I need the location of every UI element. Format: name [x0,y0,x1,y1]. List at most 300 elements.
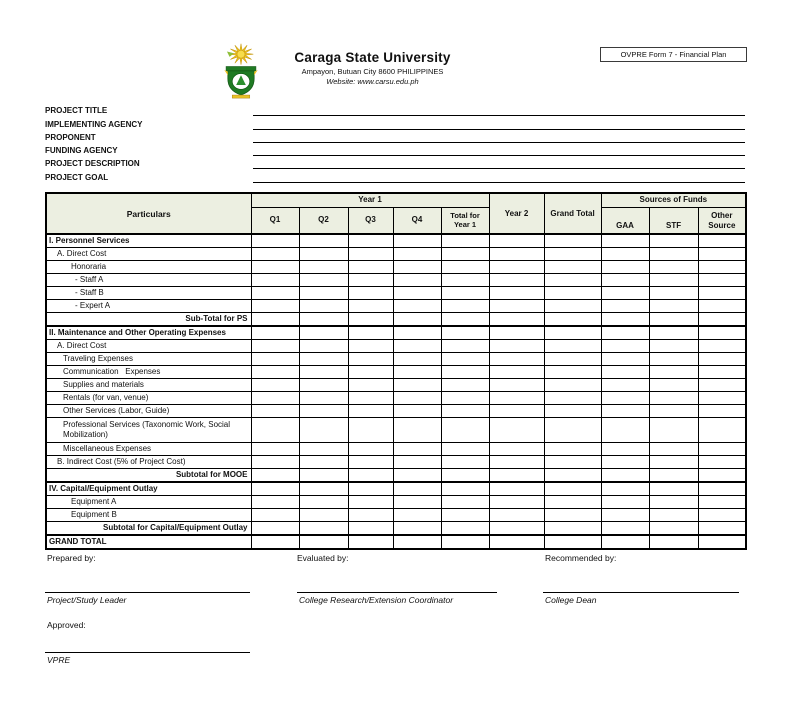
amount-cell [489,391,544,404]
amount-cell [698,299,746,312]
amount-cell [601,339,649,352]
amount-cell [251,365,299,378]
row-label: I. Personnel Services [46,234,251,247]
amount-cell [489,508,544,521]
amount-cell [544,273,601,286]
amount-cell [698,391,746,404]
prepared-signature-line [45,592,250,593]
amount-cell [348,326,393,339]
amount-cell [649,299,698,312]
amount-cell [393,326,441,339]
table-row [46,286,746,299]
amount-cell [649,234,698,247]
field-label: IMPLEMENTING AGENCY [45,119,143,129]
amount-cell [299,312,348,326]
amount-cell [649,273,698,286]
amount-cell [393,468,441,482]
amount-cell [601,260,649,273]
amount-cell [348,234,393,247]
form-code-box: OVPRE Form 7 - Financial Plan [600,47,747,62]
amount-cell [348,365,393,378]
amount-cell [441,286,489,299]
field-label: PROJECT TITLE [45,106,108,116]
row-label: II. Maintenance and Other Operating Expenses [46,326,251,339]
amount-cell [649,521,698,535]
amount-cell [348,339,393,352]
amount-cell [601,535,649,549]
amount-cell [348,378,393,391]
table-row [46,508,746,521]
amount-cell [698,442,746,455]
table-row [46,339,746,352]
row-label: B. Indirect Cost (5% of Project Cost) [46,455,251,468]
amount-cell [251,247,299,260]
amount-cell [251,378,299,391]
amount-cell [489,234,544,247]
amount-cell [601,352,649,365]
amount-cell [299,508,348,521]
amount-cell [601,365,649,378]
table-row [46,417,746,442]
amount-cell [393,404,441,417]
amount-cell [441,273,489,286]
amount-cell [489,352,544,365]
amount-cell [601,326,649,339]
table-row [46,273,746,286]
university-name: Caraga State University [294,50,451,65]
amount-cell [649,508,698,521]
amount-cell [251,482,299,495]
evaluated-signature-line [297,592,497,593]
table-row [46,521,746,535]
amount-cell [348,535,393,549]
amount-cell [348,391,393,404]
amount-cell [299,468,348,482]
amount-cell [441,468,489,482]
amount-cell [441,326,489,339]
amount-cell [489,312,544,326]
amount-cell [251,312,299,326]
amount-cell [544,365,601,378]
amount-cell [544,352,601,365]
amount-cell [698,365,746,378]
header-year2: Year 2 [489,193,544,234]
amount-cell [544,260,601,273]
amount-cell [489,365,544,378]
row-label: Miscellaneous Expenses [46,442,251,455]
amount-cell [348,508,393,521]
amount-cell [251,508,299,521]
field-label: PROJECT GOAL [45,172,109,182]
header-other-source: Other Source [698,207,746,234]
amount-cell [649,312,698,326]
table-row [46,352,746,365]
amount-cell [649,247,698,260]
amount-cell [393,508,441,521]
header-stf: STF [649,207,698,234]
amount-cell [299,521,348,535]
amount-cell [698,495,746,508]
prepared-role: Project/Study Leader [47,595,127,605]
amount-cell [441,417,489,442]
row-label: Subtotal for MOOE [46,468,251,482]
table-row [46,535,746,549]
amount-cell [649,455,698,468]
amount-cell [544,442,601,455]
amount-cell [601,404,649,417]
amount-cell [698,417,746,442]
amount-cell [348,521,393,535]
amount-cell [601,234,649,247]
amount-cell [489,442,544,455]
amount-cell [441,365,489,378]
amount-cell [393,365,441,378]
table-row [46,468,746,482]
amount-cell [441,495,489,508]
amount-cell [489,299,544,312]
amount-cell [649,482,698,495]
table-row [46,378,746,391]
header-total-year1: Total for Year 1 [441,207,489,234]
row-label: - Staff A [46,273,251,286]
amount-cell [649,468,698,482]
amount-cell [441,260,489,273]
amount-cell [348,495,393,508]
amount-cell [698,326,746,339]
amount-cell [601,417,649,442]
amount-cell [393,312,441,326]
amount-cell [649,339,698,352]
field-entry-line [253,158,745,169]
amount-cell [544,312,601,326]
amount-cell [649,352,698,365]
row-label: Rentals (for van, venue) [46,391,251,404]
amount-cell [393,339,441,352]
amount-cell [393,482,441,495]
header-particulars: Particulars [46,193,251,234]
amount-cell [299,260,348,273]
table-row [46,365,746,378]
row-label: IV. Capital/Equipment Outlay [46,482,251,495]
amount-cell [441,352,489,365]
amount-cell [299,391,348,404]
header-q2: Q2 [299,207,348,234]
signature-section [45,553,745,713]
table-row [46,442,746,455]
amount-cell [251,286,299,299]
amount-cell [489,495,544,508]
amount-cell [299,417,348,442]
row-label: Equipment B [46,508,251,521]
field-row [45,143,745,156]
amount-cell [698,468,746,482]
amount-cell [251,442,299,455]
header-q4: Q4 [393,207,441,234]
amount-cell [698,378,746,391]
amount-cell [649,404,698,417]
amount-cell [441,391,489,404]
row-label: Sub-Total for PS [46,312,251,326]
amount-cell [393,299,441,312]
amount-cell [489,326,544,339]
amount-cell [489,378,544,391]
amount-cell [299,352,348,365]
amount-cell [489,404,544,417]
amount-cell [544,391,601,404]
amount-cell [348,468,393,482]
amount-cell [698,286,746,299]
amount-cell [299,286,348,299]
amount-cell [251,391,299,404]
amount-cell [544,417,601,442]
amount-cell [441,535,489,549]
amount-cell [393,442,441,455]
amount-cell [489,286,544,299]
row-label: Supplies and materials [46,378,251,391]
amount-cell [251,468,299,482]
amount-cell [698,352,746,365]
row-label: Traveling Expenses [46,352,251,365]
amount-cell [299,365,348,378]
amount-cell [393,535,441,549]
amount-cell [251,404,299,417]
amount-cell [544,339,601,352]
amount-cell [489,535,544,549]
amount-cell [649,365,698,378]
field-entry-line [253,105,745,116]
row-label: A. Direct Cost [46,339,251,352]
table-row [46,495,746,508]
amount-cell [299,339,348,352]
header-year1: Year 1 [251,193,489,207]
amount-cell [649,535,698,549]
table-row [46,404,746,417]
amount-cell [299,378,348,391]
amount-cell [393,521,441,535]
amount-cell [251,260,299,273]
amount-cell [393,495,441,508]
table-row [46,391,746,404]
financial-table [45,192,747,550]
amount-cell [299,442,348,455]
amount-cell [348,417,393,442]
amount-cell [601,286,649,299]
amount-cell [601,455,649,468]
amount-cell [441,455,489,468]
university-website: Website: www.carsu.edu.ph [326,77,419,86]
amount-cell [299,234,348,247]
amount-cell [441,442,489,455]
amount-cell [649,391,698,404]
amount-cell [601,299,649,312]
row-label: GRAND TOTAL [46,535,251,549]
amount-cell [544,521,601,535]
header-sources-of-funds: Sources of Funds [601,193,746,207]
header-gaa: GAA [601,207,649,234]
amount-cell [544,535,601,549]
amount-cell [251,495,299,508]
field-row [45,130,745,143]
table-row [46,482,746,495]
amount-cell [299,455,348,468]
amount-cell [489,482,544,495]
field-row [45,169,745,182]
project-fields [45,103,745,183]
amount-cell [393,378,441,391]
amount-cell [441,521,489,535]
amount-cell [544,326,601,339]
amount-cell [698,535,746,549]
amount-cell [489,273,544,286]
amount-cell [601,495,649,508]
row-label: - Staff B [46,286,251,299]
amount-cell [649,442,698,455]
amount-cell [544,468,601,482]
amount-cell [489,468,544,482]
amount-cell [299,326,348,339]
amount-cell [348,352,393,365]
amount-cell [698,260,746,273]
field-label: PROPONENT [45,132,96,142]
amount-cell [698,482,746,495]
amount-cell [251,299,299,312]
recommended-role: College Dean [545,595,597,605]
amount-cell [601,508,649,521]
table-row [46,234,746,247]
amount-cell [393,286,441,299]
amount-cell [649,417,698,442]
amount-cell [544,234,601,247]
amount-cell [544,455,601,468]
amount-cell [601,468,649,482]
amount-cell [489,260,544,273]
amount-cell [299,247,348,260]
field-label: FUNDING AGENCY [45,146,118,156]
amount-cell [544,482,601,495]
amount-cell [251,234,299,247]
field-entry-line [253,132,745,143]
amount-cell [348,482,393,495]
approved-signature-line [45,652,250,653]
amount-cell [299,299,348,312]
amount-cell [649,378,698,391]
amount-cell [698,404,746,417]
amount-cell [393,247,441,260]
amount-cell [441,404,489,417]
amount-cell [348,260,393,273]
amount-cell [601,273,649,286]
amount-cell [251,339,299,352]
amount-cell [251,535,299,549]
amount-cell [299,273,348,286]
amount-cell [348,247,393,260]
amount-cell [348,286,393,299]
row-label: Honoraria [46,260,251,273]
header-q3: Q3 [348,207,393,234]
amount-cell [393,260,441,273]
table-row [46,455,746,468]
amount-cell [649,286,698,299]
amount-cell [601,391,649,404]
row-label: Professional Services (Taxonomic Work, Social Mobilization) [46,417,251,442]
letterhead [250,50,495,86]
amount-cell [698,521,746,535]
amount-cell [441,339,489,352]
amount-cell [251,326,299,339]
amount-cell [348,273,393,286]
amount-cell [441,508,489,521]
amount-cell [299,535,348,549]
field-row [45,116,745,129]
amount-cell [251,417,299,442]
table-row [46,326,746,339]
amount-cell [601,247,649,260]
amount-cell [393,234,441,247]
amount-cell [251,521,299,535]
recommended-signature-line [543,592,739,593]
amount-cell [348,404,393,417]
amount-cell [393,273,441,286]
amount-cell [441,312,489,326]
approved-label: Approved: [47,620,86,630]
amount-cell [544,286,601,299]
amount-cell [544,299,601,312]
table-row [46,260,746,273]
evaluated-role: College Research/Extension Coordinator [299,595,454,605]
amount-cell [489,417,544,442]
field-entry-line [253,145,745,156]
amount-cell [601,442,649,455]
approved-role: VPRE [47,655,71,665]
row-label: - Expert A [46,299,251,312]
amount-cell [348,299,393,312]
amount-cell [698,455,746,468]
field-row [45,103,745,116]
amount-cell [698,508,746,521]
amount-cell [348,455,393,468]
amount-cell [649,326,698,339]
amount-cell [601,312,649,326]
amount-cell [601,482,649,495]
row-label: Communication Expenses [46,365,251,378]
amount-cell [544,508,601,521]
amount-cell [441,299,489,312]
amount-cell [698,247,746,260]
amount-cell [251,273,299,286]
amount-cell [441,378,489,391]
amount-cell [601,521,649,535]
field-row [45,156,745,169]
amount-cell [698,339,746,352]
amount-cell [393,352,441,365]
row-label: Equipment A [46,495,251,508]
amount-cell [544,404,601,417]
amount-cell [489,521,544,535]
amount-cell [544,495,601,508]
amount-cell [348,442,393,455]
row-label: Subtotal for Capital/Equipment Outlay [46,521,251,535]
table-row [46,312,746,326]
prepared-by-label: Prepared by: [47,553,96,563]
header-q1: Q1 [251,207,299,234]
amount-cell [649,260,698,273]
amount-cell [441,247,489,260]
amount-cell [299,495,348,508]
header-grand-total: Grand Total [544,193,601,234]
amount-cell [698,312,746,326]
amount-cell [489,247,544,260]
field-entry-line [253,172,745,183]
